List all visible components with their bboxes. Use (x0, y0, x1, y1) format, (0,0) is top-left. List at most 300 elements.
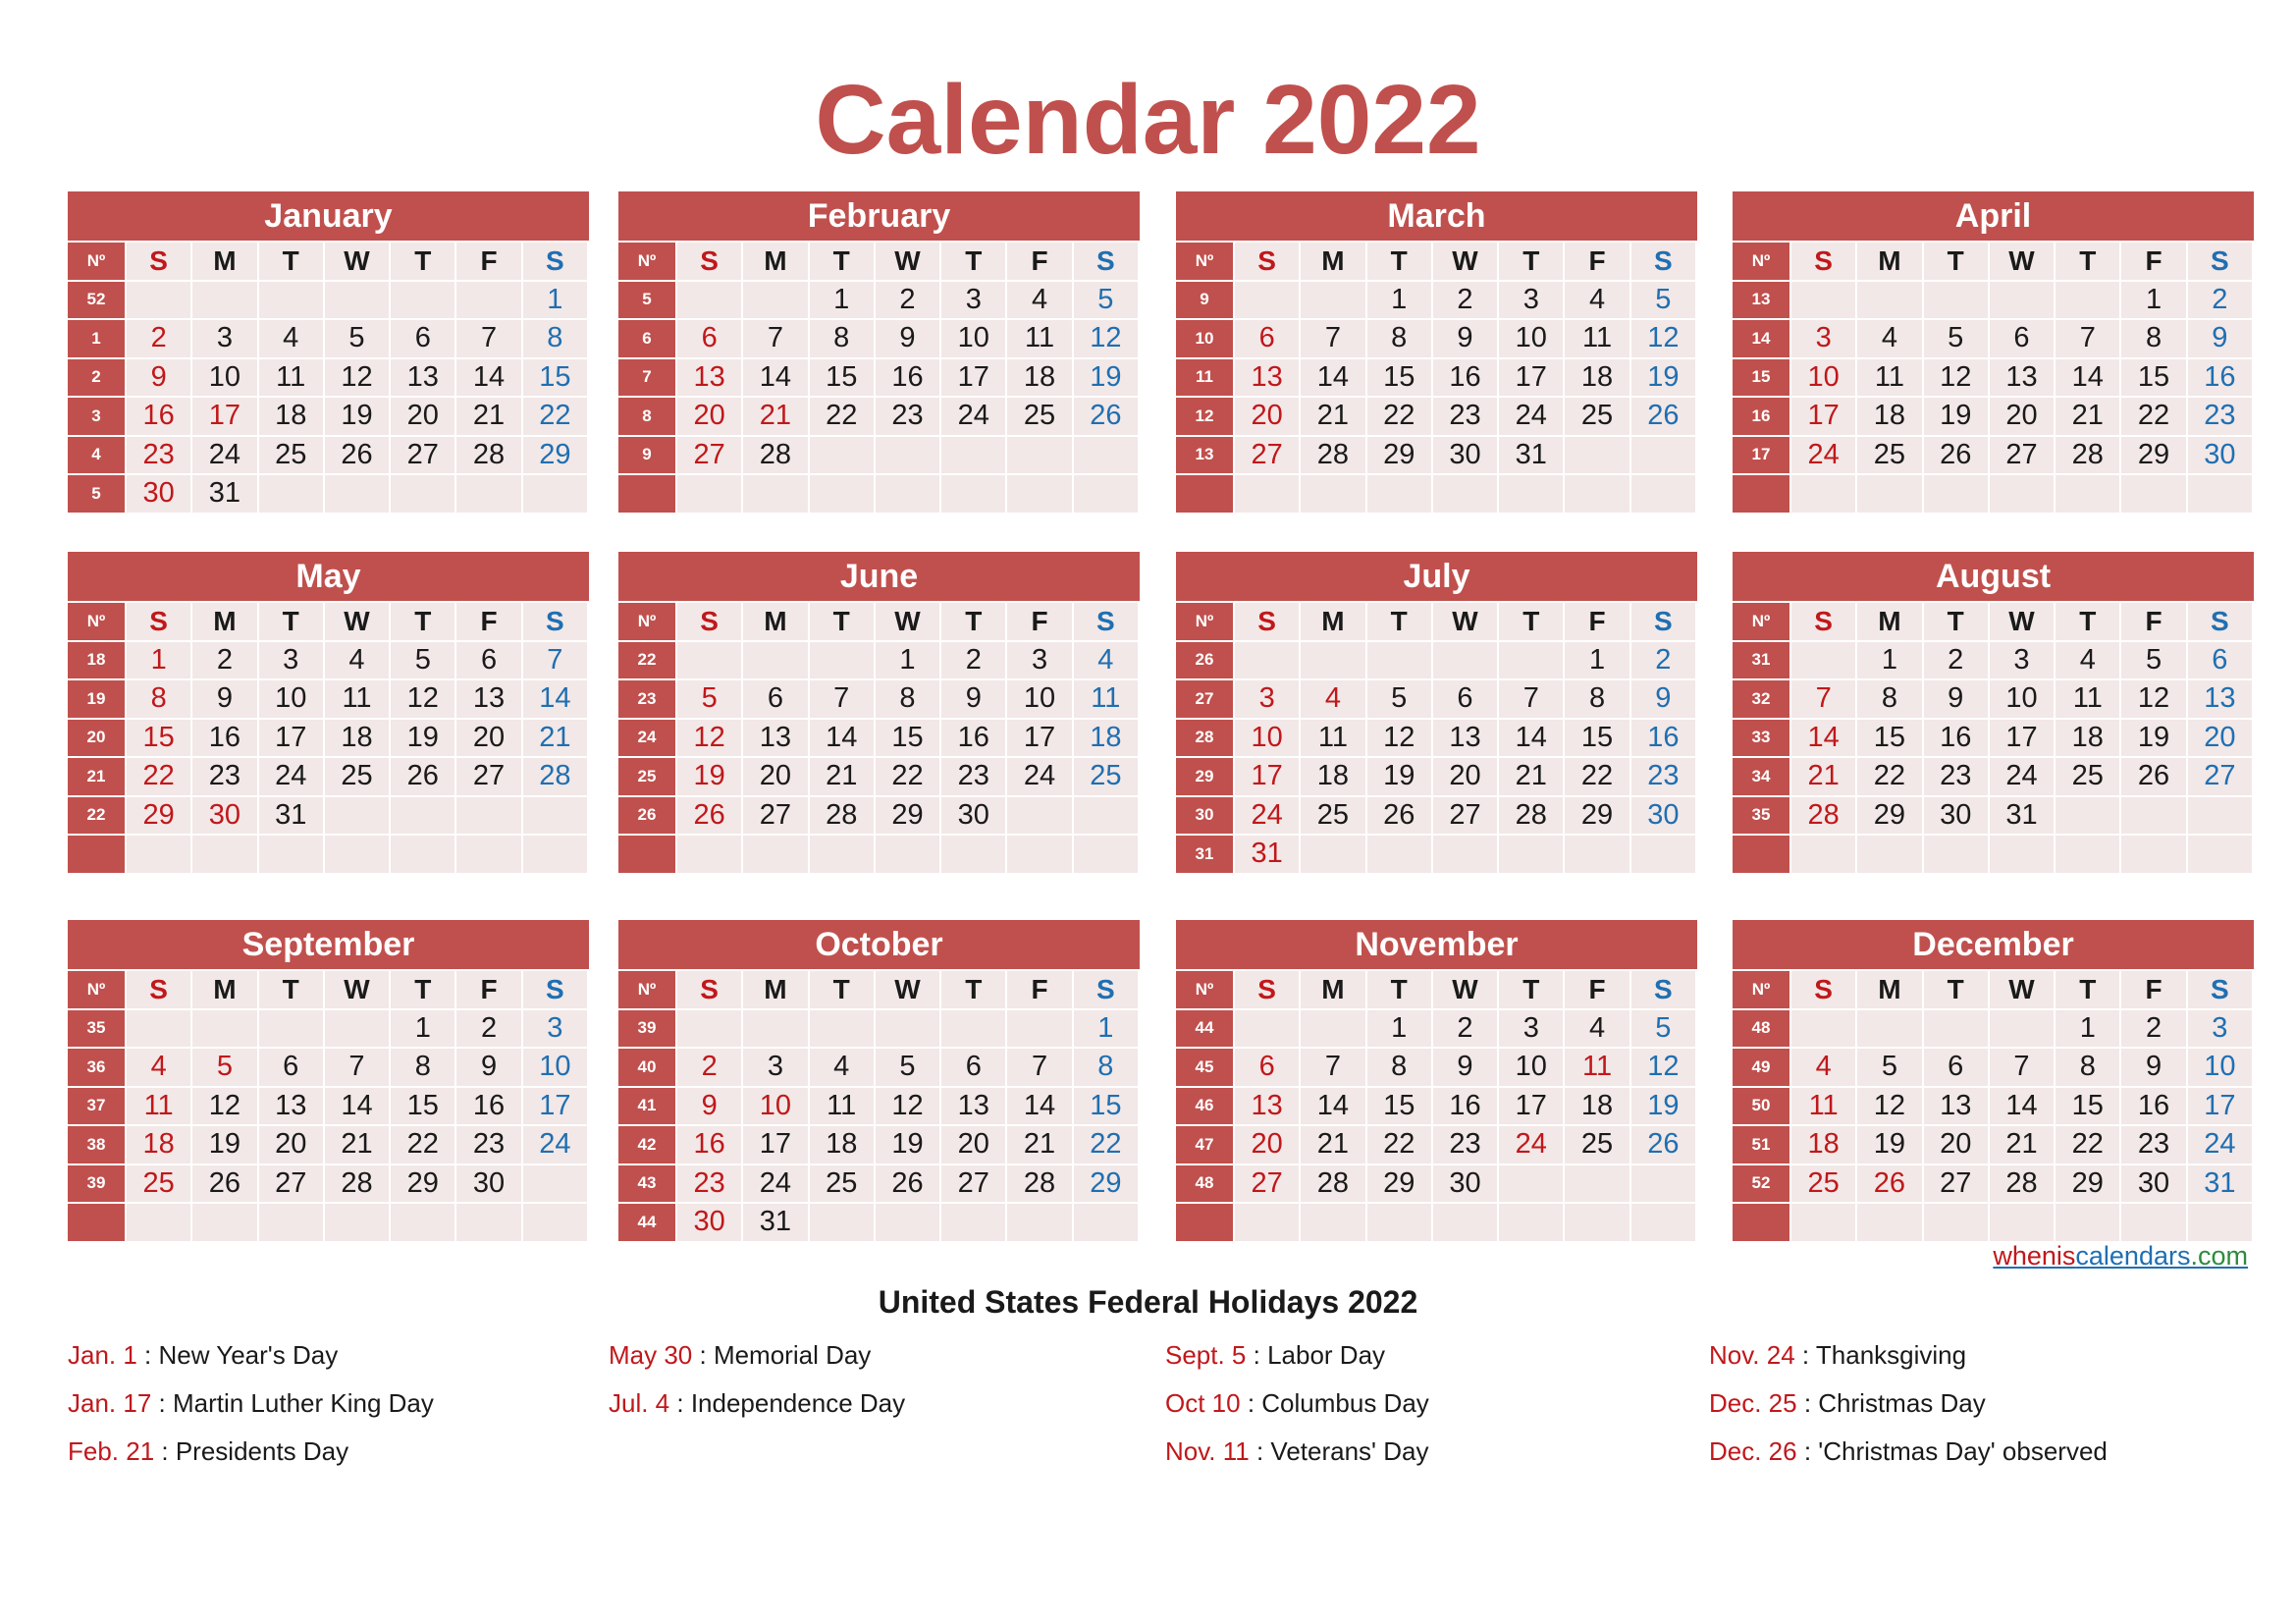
day-cell (1433, 836, 1499, 875)
day-cell: 4 (1565, 1010, 1630, 1050)
day-cell: 27 (456, 758, 522, 797)
day-cell: 22 (391, 1126, 456, 1165)
day-cell (2188, 836, 2254, 875)
day-cell: 23 (2188, 398, 2254, 437)
weekday-header: T (1924, 603, 1990, 642)
day-cell: 9 (941, 680, 1007, 720)
weekday-header: S (1074, 243, 1140, 282)
week-number: 20 (68, 720, 127, 759)
day-cell: 16 (456, 1088, 522, 1127)
day-cell (2056, 475, 2121, 514)
day-cell: 6 (259, 1049, 325, 1088)
month-grid (1733, 243, 2254, 514)
day-cell: 5 (1074, 282, 1140, 321)
day-cell: 13 (1924, 1088, 1990, 1127)
day-cell: 28 (2056, 437, 2121, 476)
week-number: 44 (1176, 1010, 1235, 1050)
day-cell (127, 1010, 192, 1050)
week-number: 31 (1733, 642, 1791, 681)
holiday-separator: : (669, 1388, 691, 1418)
day-cell: 13 (941, 1088, 1007, 1127)
week-number: 13 (1733, 282, 1791, 321)
day-cell: 18 (1565, 1088, 1630, 1127)
holiday-name: New Year's Day (158, 1340, 339, 1370)
day-cell: 5 (325, 320, 391, 359)
day-cell: 2 (127, 320, 192, 359)
day-cell: 6 (1990, 320, 2056, 359)
day-cell: 10 (1499, 320, 1565, 359)
day-cell: 6 (1433, 680, 1499, 720)
day-cell (1924, 1010, 1990, 1050)
holiday-date: May 30 (609, 1340, 693, 1370)
weekday-header: M (1301, 603, 1366, 642)
day-cell: 28 (810, 797, 876, 837)
day-cell: 15 (127, 720, 192, 759)
day-cell: 23 (1433, 1126, 1499, 1165)
day-cell: 9 (1631, 680, 1697, 720)
week-number: 12 (1176, 398, 1235, 437)
day-cell: 13 (1433, 720, 1499, 759)
day-cell (391, 797, 456, 837)
day-cell (1235, 642, 1301, 681)
day-cell (743, 282, 809, 321)
day-cell: 3 (192, 320, 258, 359)
week-number-header: Nº (618, 971, 677, 1010)
week-number: 22 (68, 797, 127, 837)
day-cell: 19 (1857, 1126, 1923, 1165)
weekday-header: T (941, 971, 1007, 1010)
day-cell: 5 (1924, 320, 1990, 359)
day-cell: 20 (2188, 720, 2254, 759)
day-cell: 3 (1235, 680, 1301, 720)
day-cell: 25 (1857, 437, 1923, 476)
day-cell: 4 (810, 1049, 876, 1088)
day-cell: 30 (1924, 797, 1990, 837)
day-cell: 10 (1235, 720, 1301, 759)
day-cell (810, 475, 876, 514)
day-cell: 1 (1367, 282, 1433, 321)
week-number: 9 (618, 437, 677, 476)
day-cell (876, 475, 941, 514)
day-cell (259, 1204, 325, 1243)
day-cell (810, 1010, 876, 1050)
day-cell (1007, 437, 1073, 476)
day-cell: 7 (456, 320, 522, 359)
weekday-header: M (743, 603, 809, 642)
weekday-header: S (127, 971, 192, 1010)
week-number: 46 (1176, 1088, 1235, 1127)
week-number: 26 (1176, 642, 1235, 681)
day-cell: 21 (1301, 398, 1366, 437)
holiday-name: Memorial Day (713, 1340, 872, 1370)
day-cell (1301, 1010, 1366, 1050)
day-cell (1857, 1204, 1923, 1243)
holiday-date: Nov. 24 (1709, 1340, 1795, 1370)
day-cell: 25 (810, 1165, 876, 1205)
week-number: 1 (68, 320, 127, 359)
day-cell: 12 (1074, 320, 1140, 359)
day-cell: 1 (391, 1010, 456, 1050)
day-cell (391, 1204, 456, 1243)
day-cell: 14 (523, 680, 589, 720)
day-cell (1367, 642, 1433, 681)
day-cell (1565, 437, 1630, 476)
day-cell: 4 (2056, 642, 2121, 681)
day-cell: 28 (1007, 1165, 1073, 1205)
day-cell: 21 (325, 1126, 391, 1165)
weekday-header: S (2188, 971, 2254, 1010)
day-cell: 30 (1433, 1165, 1499, 1205)
website-part-com: .com (2190, 1241, 2248, 1271)
week-number-header: Nº (68, 243, 127, 282)
day-cell (523, 1204, 589, 1243)
day-cell: 25 (1791, 1165, 1857, 1205)
holiday-item (1165, 1435, 1676, 1484)
day-cell: 26 (1631, 398, 1697, 437)
holiday-name: Martin Luther King Day (172, 1388, 434, 1418)
holiday-date: Dec. 25 (1709, 1388, 1797, 1418)
day-cell: 26 (1857, 1165, 1923, 1205)
day-cell: 1 (810, 282, 876, 321)
day-cell (1924, 475, 1990, 514)
week-number: 6 (618, 320, 677, 359)
day-cell: 20 (1924, 1126, 1990, 1165)
week-number: 16 (1733, 398, 1791, 437)
day-cell: 9 (456, 1049, 522, 1088)
day-cell: 7 (1301, 320, 1366, 359)
week-number: 9 (1176, 282, 1235, 321)
day-cell: 16 (1631, 720, 1697, 759)
day-cell (677, 642, 743, 681)
day-cell: 5 (2121, 642, 2187, 681)
holiday-name: Labor Day (1267, 1340, 1386, 1370)
day-cell: 8 (1857, 680, 1923, 720)
holiday-column (1709, 1339, 2219, 1484)
week-number: 36 (68, 1049, 127, 1088)
day-cell: 1 (523, 282, 589, 321)
day-cell (1007, 797, 1073, 837)
week-number: 38 (68, 1126, 127, 1165)
month-name: July (1176, 552, 1697, 601)
weekday-header: M (192, 243, 258, 282)
month-grid (618, 243, 1140, 514)
day-cell: 22 (523, 398, 589, 437)
day-cell: 2 (192, 642, 258, 681)
day-cell: 22 (1565, 758, 1630, 797)
day-cell: 1 (1074, 1010, 1140, 1050)
day-cell: 3 (743, 1049, 809, 1088)
weekday-header: S (127, 243, 192, 282)
day-cell: 29 (1074, 1165, 1140, 1205)
day-cell: 7 (1301, 1049, 1366, 1088)
week-number: 48 (1733, 1010, 1791, 1050)
holiday-item (1165, 1339, 1676, 1387)
day-cell: 12 (391, 680, 456, 720)
month-name: February (618, 191, 1140, 241)
weekday-header: W (325, 971, 391, 1010)
day-cell (876, 836, 941, 875)
day-cell: 28 (456, 437, 522, 476)
day-cell: 6 (743, 680, 809, 720)
day-cell: 4 (1074, 642, 1140, 681)
day-cell: 16 (127, 398, 192, 437)
day-cell (2056, 836, 2121, 875)
day-cell: 17 (1007, 720, 1073, 759)
day-cell: 15 (810, 359, 876, 399)
day-cell: 25 (259, 437, 325, 476)
week-number (1733, 836, 1791, 875)
day-cell: 17 (1791, 398, 1857, 437)
holiday-column (68, 1339, 578, 1484)
holiday-item (609, 1387, 1119, 1435)
day-cell: 17 (743, 1126, 809, 1165)
holiday-date: Oct 10 (1165, 1388, 1241, 1418)
day-cell: 11 (2056, 680, 2121, 720)
day-cell (1499, 475, 1565, 514)
week-number: 15 (1733, 359, 1791, 399)
day-cell: 18 (2056, 720, 2121, 759)
month-name: September (68, 920, 589, 969)
website-link[interactable] (1973, 1241, 2248, 1272)
weekday-header: F (456, 971, 522, 1010)
day-cell: 1 (2056, 1010, 2121, 1050)
day-cell: 8 (1565, 680, 1630, 720)
day-cell: 11 (1301, 720, 1366, 759)
weekday-header: S (1791, 971, 1857, 1010)
day-cell: 12 (192, 1088, 258, 1127)
day-cell: 22 (2121, 398, 2187, 437)
holiday-name: Thanksgiving (1815, 1340, 1967, 1370)
weekday-header: S (677, 971, 743, 1010)
weekday-header: T (391, 243, 456, 282)
day-cell: 20 (391, 398, 456, 437)
week-number-header: Nº (68, 971, 127, 1010)
week-number: 44 (618, 1204, 677, 1243)
day-cell: 20 (1235, 398, 1301, 437)
day-cell: 14 (1791, 720, 1857, 759)
day-cell (1565, 836, 1630, 875)
weekday-header: S (1074, 603, 1140, 642)
weekday-header: M (192, 971, 258, 1010)
day-cell (1007, 836, 1073, 875)
day-cell (2188, 475, 2254, 514)
weekday-header: T (259, 603, 325, 642)
weekday-header: T (810, 603, 876, 642)
day-cell: 2 (876, 282, 941, 321)
day-cell: 31 (259, 797, 325, 837)
week-number (68, 1204, 127, 1243)
weekday-header: F (1565, 603, 1630, 642)
day-cell: 5 (1631, 282, 1697, 321)
day-cell: 6 (1235, 320, 1301, 359)
day-cell: 18 (1565, 359, 1630, 399)
week-number: 35 (68, 1010, 127, 1050)
day-cell: 23 (941, 758, 1007, 797)
day-cell: 14 (1007, 1088, 1073, 1127)
day-cell: 3 (1990, 642, 2056, 681)
day-cell: 10 (1007, 680, 1073, 720)
day-cell (523, 797, 589, 837)
day-cell: 24 (1990, 758, 2056, 797)
day-cell: 2 (1433, 1010, 1499, 1050)
day-cell (1990, 1204, 2056, 1243)
day-cell (1924, 282, 1990, 321)
week-number: 22 (618, 642, 677, 681)
week-number: 25 (618, 758, 677, 797)
weekday-header: S (1791, 243, 1857, 282)
day-cell: 11 (1565, 1049, 1630, 1088)
day-cell: 25 (325, 758, 391, 797)
day-cell: 1 (876, 642, 941, 681)
day-cell: 15 (2056, 1088, 2121, 1127)
day-cell: 3 (1499, 282, 1565, 321)
day-cell (127, 836, 192, 875)
day-cell: 31 (1990, 797, 2056, 837)
day-cell (941, 1010, 1007, 1050)
day-cell: 27 (259, 1165, 325, 1205)
week-number-header: Nº (1176, 603, 1235, 642)
day-cell: 23 (192, 758, 258, 797)
day-cell: 10 (2188, 1049, 2254, 1088)
weekday-header: T (1924, 971, 1990, 1010)
day-cell: 24 (1235, 797, 1301, 837)
day-cell: 4 (1007, 282, 1073, 321)
day-cell: 3 (941, 282, 1007, 321)
day-cell: 28 (1301, 1165, 1366, 1205)
day-cell: 17 (1499, 1088, 1565, 1127)
day-cell (1565, 1204, 1630, 1243)
day-cell: 9 (1433, 320, 1499, 359)
day-cell: 18 (1857, 398, 1923, 437)
holiday-name: 'Christmas Day' observed (1818, 1436, 2108, 1466)
holiday-separator: : (154, 1436, 176, 1466)
week-number: 13 (1176, 437, 1235, 476)
day-cell (127, 1204, 192, 1243)
holiday-separator: : (1794, 1340, 1816, 1370)
weekday-header: F (2121, 603, 2187, 642)
holiday-name: Independence Day (690, 1388, 906, 1418)
day-cell: 19 (876, 1126, 941, 1165)
day-cell: 16 (1433, 359, 1499, 399)
day-cell (1631, 1165, 1697, 1205)
day-cell: 29 (523, 437, 589, 476)
day-cell: 31 (1235, 836, 1301, 875)
day-cell (743, 1010, 809, 1050)
weekday-header: F (1565, 971, 1630, 1010)
day-cell: 17 (192, 398, 258, 437)
month-december (1733, 920, 2254, 1241)
day-cell: 30 (2121, 1165, 2187, 1205)
week-number (618, 836, 677, 875)
day-cell: 10 (523, 1049, 589, 1088)
day-cell (1235, 1204, 1301, 1243)
week-number: 10 (1176, 320, 1235, 359)
week-number-header: Nº (68, 603, 127, 642)
day-cell: 3 (1499, 1010, 1565, 1050)
week-number: 26 (618, 797, 677, 837)
day-cell: 9 (677, 1088, 743, 1127)
day-cell: 28 (325, 1165, 391, 1205)
day-cell (127, 282, 192, 321)
day-cell: 6 (1235, 1049, 1301, 1088)
day-cell: 28 (1301, 437, 1366, 476)
day-cell: 24 (2188, 1126, 2254, 1165)
day-cell: 27 (743, 797, 809, 837)
day-cell: 6 (1924, 1049, 1990, 1088)
day-cell: 20 (677, 398, 743, 437)
day-cell: 5 (391, 642, 456, 681)
day-cell: 12 (1367, 720, 1433, 759)
weekday-header: S (523, 243, 589, 282)
day-cell: 9 (192, 680, 258, 720)
day-cell (1791, 836, 1857, 875)
weekday-header: M (1857, 603, 1923, 642)
day-cell: 4 (1301, 680, 1366, 720)
day-cell: 21 (1301, 1126, 1366, 1165)
day-cell: 23 (456, 1126, 522, 1165)
weekday-header: S (1631, 603, 1697, 642)
day-cell: 2 (456, 1010, 522, 1050)
weekday-header: S (2188, 243, 2254, 282)
holiday-separator: : (136, 1340, 159, 1370)
day-cell: 11 (325, 680, 391, 720)
week-number: 48 (1176, 1165, 1235, 1205)
day-cell: 26 (1631, 1126, 1697, 1165)
weekday-header: T (259, 243, 325, 282)
week-number: 39 (68, 1165, 127, 1205)
day-cell: 25 (2056, 758, 2121, 797)
day-cell: 30 (127, 475, 192, 514)
weekday-header: T (2056, 971, 2121, 1010)
day-cell: 30 (677, 1204, 743, 1243)
day-cell (523, 475, 589, 514)
day-cell (325, 1204, 391, 1243)
day-cell (1631, 1204, 1697, 1243)
day-cell: 27 (1235, 437, 1301, 476)
month-grid (1733, 603, 2254, 875)
holiday-column (609, 1339, 1119, 1435)
day-cell: 8 (876, 680, 941, 720)
holiday-item (1709, 1435, 2219, 1484)
day-cell (325, 475, 391, 514)
day-cell: 12 (1857, 1088, 1923, 1127)
day-cell (325, 282, 391, 321)
day-cell (192, 1010, 258, 1050)
day-cell (1990, 1010, 2056, 1050)
holiday-name: Columbus Day (1261, 1388, 1429, 1418)
page-title: Calendar 2022 (815, 65, 1481, 175)
day-cell: 21 (1791, 758, 1857, 797)
day-cell: 14 (456, 359, 522, 399)
day-cell: 21 (743, 398, 809, 437)
day-cell (1301, 836, 1366, 875)
day-cell: 20 (743, 758, 809, 797)
day-cell (192, 282, 258, 321)
day-cell: 16 (677, 1126, 743, 1165)
day-cell: 15 (523, 359, 589, 399)
day-cell (1367, 1204, 1433, 1243)
day-cell: 22 (1367, 1126, 1433, 1165)
day-cell: 11 (1007, 320, 1073, 359)
weekday-header: W (876, 971, 941, 1010)
weekday-header: S (2188, 603, 2254, 642)
day-cell: 3 (1007, 642, 1073, 681)
day-cell: 17 (1499, 359, 1565, 399)
day-cell (1791, 1010, 1857, 1050)
day-cell: 26 (391, 758, 456, 797)
weekday-header: W (876, 603, 941, 642)
day-cell: 10 (1990, 680, 2056, 720)
